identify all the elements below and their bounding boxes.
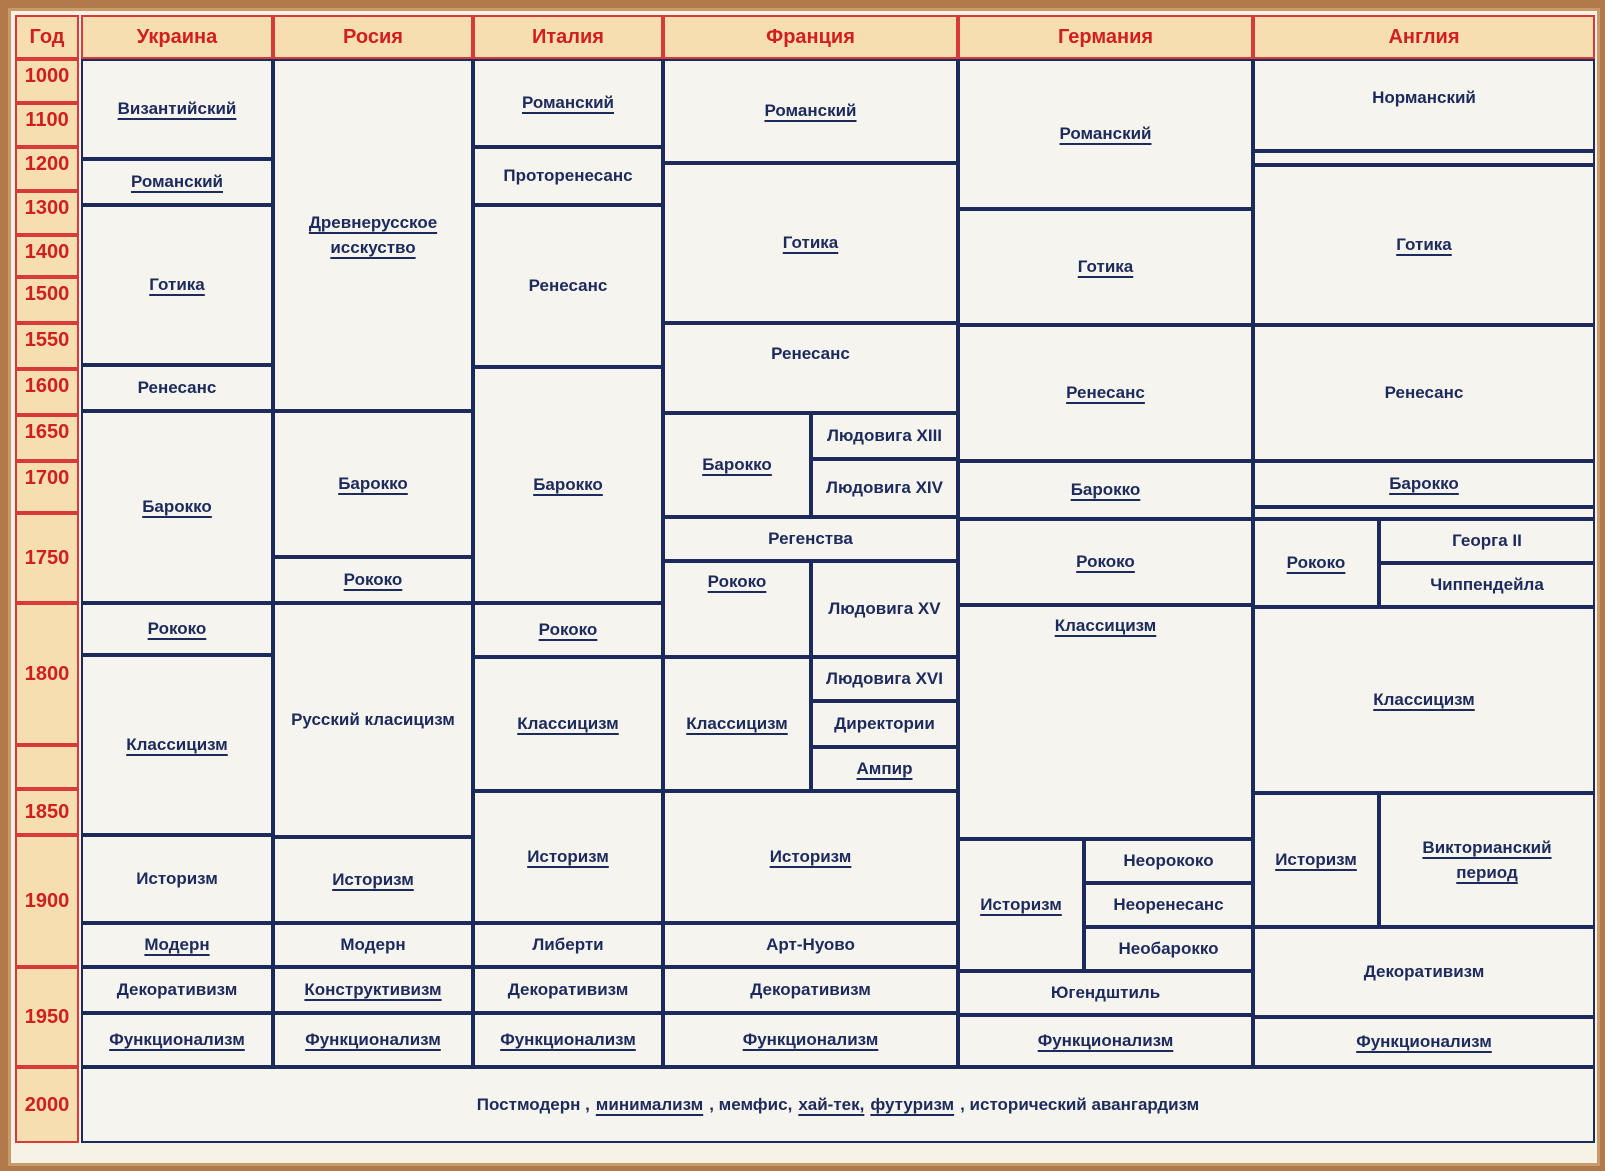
de-neorococo: Неорококо (1084, 839, 1253, 883)
header-italy: Италия (473, 15, 663, 59)
fr-louis-xv: Людовига XV (811, 561, 958, 657)
de-baroque[interactable]: Барокко (958, 461, 1253, 519)
memphis-label: , мемфис, (709, 1095, 793, 1115)
year-1100: 1100 (15, 103, 79, 147)
ru-classicism: Русский класицизм (273, 603, 473, 837)
de-jugendstil: Югендштиль (958, 971, 1253, 1015)
fr-classicism[interactable]: Классицизм (663, 657, 811, 791)
fr-decorativism: Декоративизм (663, 967, 958, 1013)
fr-baroque[interactable]: Барокко (663, 413, 811, 517)
ua-romanesque[interactable]: Романский (81, 159, 273, 205)
header-ukraine: Украина (81, 15, 273, 59)
en-historicism[interactable]: Историзм (1253, 793, 1379, 927)
it-protorenaissance: Проторенесанс (473, 147, 663, 205)
year-1800: 1800 (15, 603, 79, 745)
year-1200: 1200 (15, 147, 79, 191)
ua-modern[interactable]: Модерн (81, 923, 273, 967)
year-1550: 1550 (15, 323, 79, 369)
year-1900: 1900 (15, 835, 79, 967)
en-baroque[interactable]: Барокко (1253, 461, 1595, 507)
de-neorenaissance: Неоренесанс (1084, 883, 1253, 927)
ru-old-russian-art[interactable]: Древнерусское исскуство (273, 59, 473, 411)
year-2000: 2000 (15, 1067, 79, 1143)
en-chippendale: Чиппендейла (1379, 563, 1595, 607)
it-classicism[interactable]: Классицизм (473, 657, 663, 791)
en-victorian[interactable]: Викторианский период (1379, 793, 1595, 927)
year-1650: 1650 (15, 415, 79, 461)
fr-renaissance: Ренесанс (663, 323, 958, 413)
year-1850: 1850 (15, 789, 79, 835)
en-functionalism[interactable]: Функционализм (1253, 1017, 1595, 1067)
fr-louis-xiii: Людовига XIII (811, 413, 958, 459)
fr-art-nouveau: Арт-Нуово (663, 923, 958, 967)
year-1950: 1950 (15, 967, 79, 1067)
year-1000: 1000 (15, 59, 79, 103)
header-england: Англия (1253, 15, 1595, 59)
header-year: Год (15, 15, 79, 59)
en-gap (1253, 151, 1595, 165)
ua-baroque[interactable]: Барокко (81, 411, 273, 603)
year-1700: 1700 (15, 461, 79, 513)
de-romanesque[interactable]: Романский (958, 59, 1253, 209)
en-george-ii: Георга II (1379, 519, 1595, 563)
ru-rococo[interactable]: Рококо (273, 557, 473, 603)
year-1500: 1500 (15, 277, 79, 323)
fr-regency: Регенства (663, 517, 958, 561)
year-blank (15, 745, 79, 789)
header-germany: Германия (958, 15, 1253, 59)
hightech-link[interactable]: хай-тек, (798, 1095, 865, 1115)
it-decorativism: Декоративизм (473, 967, 663, 1013)
it-romanesque[interactable]: Романский (473, 59, 663, 147)
it-renaissance: Ренесанс (473, 205, 663, 367)
ua-functionalism[interactable]: Функционализм (81, 1013, 273, 1067)
it-liberty: Либерти (473, 923, 663, 967)
de-gothic[interactable]: Готика (958, 209, 1253, 325)
fr-historicism[interactable]: Историзм (663, 791, 958, 923)
ru-constructivism[interactable]: Конструктивизм (273, 967, 473, 1013)
fr-functionalism[interactable]: Функционализм (663, 1013, 958, 1067)
historic-avantgarde-label: , исторический авангардизм (960, 1095, 1200, 1115)
it-historicism[interactable]: Историзм (473, 791, 663, 923)
de-classicism[interactable]: Классицизм (958, 605, 1253, 839)
de-functionalism[interactable]: Функционализм (958, 1015, 1253, 1067)
en-gothic[interactable]: Готика (1253, 165, 1595, 325)
it-functionalism[interactable]: Функционализм (473, 1013, 663, 1067)
en-renaissance: Ренесанс (1253, 325, 1595, 461)
en-rococo[interactable]: Рококо (1253, 519, 1379, 607)
ua-byzantine[interactable]: Византийский (81, 59, 273, 159)
year-1600: 1600 (15, 369, 79, 415)
ua-decorativism: Декоративизм (81, 967, 273, 1013)
de-renaissance[interactable]: Ренесанс (958, 325, 1253, 461)
futurism-link[interactable]: футуризм (870, 1095, 955, 1115)
de-rococo[interactable]: Рококо (958, 519, 1253, 605)
en-gap-2 (1253, 507, 1595, 519)
fr-romanesque[interactable]: Романский (663, 59, 958, 163)
fr-gothic[interactable]: Готика (663, 163, 958, 323)
ua-classicism[interactable]: Классицизм (81, 655, 273, 835)
en-classicism[interactable]: Классицизм (1253, 607, 1595, 793)
header-france: Франция (663, 15, 958, 59)
fr-directoire: Директории (811, 701, 958, 747)
fr-louis-xiv: Людовига XIV (811, 459, 958, 517)
styles-timeline-table (8, 8, 1600, 1166)
fr-rococo[interactable]: Рококо (663, 561, 811, 657)
ru-functionalism[interactable]: Функционализм (273, 1013, 473, 1067)
it-baroque[interactable]: Барокко (473, 367, 663, 603)
fr-louis-xvi: Людовига XVI (811, 657, 958, 701)
fr-empire[interactable]: Ампир (811, 747, 958, 791)
ua-rococo[interactable]: Рококо (81, 603, 273, 655)
year-1300: 1300 (15, 191, 79, 235)
ru-baroque[interactable]: Барокко (273, 411, 473, 557)
year-1750: 1750 (15, 513, 79, 603)
ua-gothic[interactable]: Готика (81, 205, 273, 365)
header-russia: Росия (273, 15, 473, 59)
ru-historicism[interactable]: Историзм (273, 837, 473, 923)
postmodern-row (81, 1067, 1595, 1143)
minimalism-link[interactable]: минимализм (595, 1095, 704, 1115)
de-historicism[interactable]: Историзм (958, 839, 1084, 971)
en-norman: Норманский (1253, 59, 1595, 151)
postmodern-list (477, 1092, 1199, 1118)
postmodern-label: Постмодерн , (476, 1095, 590, 1115)
ua-renaissance: Ренесанс (81, 365, 273, 411)
year-1400: 1400 (15, 235, 79, 277)
it-rococo[interactable]: Рококо (473, 603, 663, 657)
de-neobaroque: Необарокко (1084, 927, 1253, 971)
ru-modern: Модерн (273, 923, 473, 967)
ua-historicism: Историзм (81, 835, 273, 923)
en-decorativism: Декоративизм (1253, 927, 1595, 1017)
